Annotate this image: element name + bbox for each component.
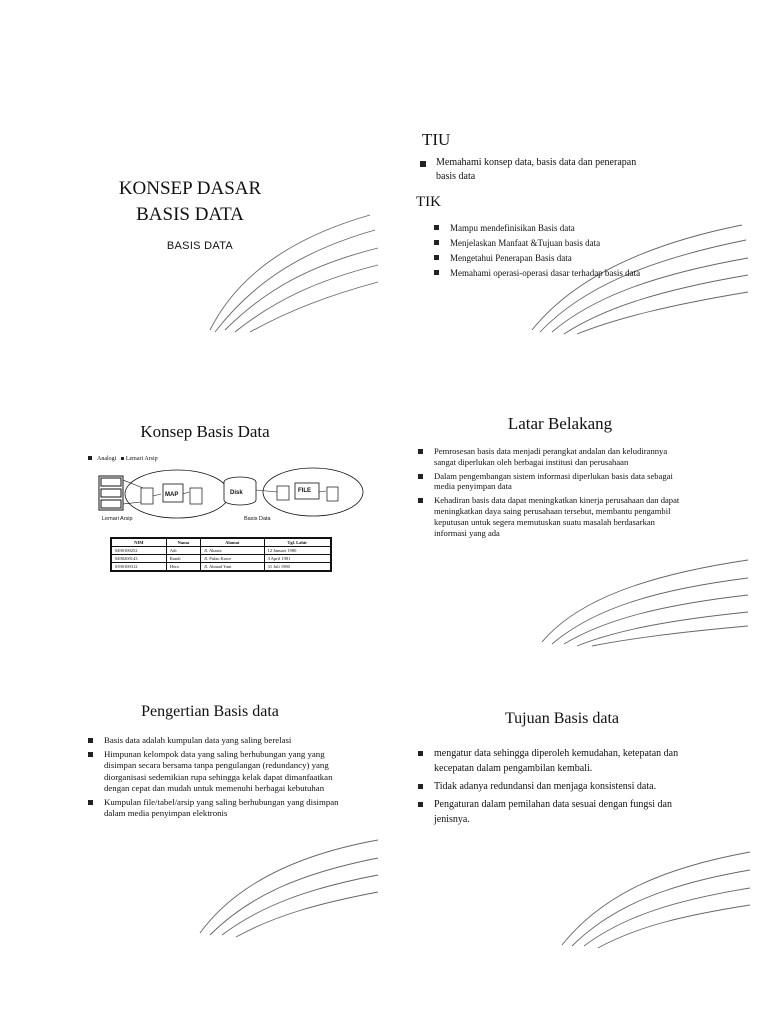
bullet-square-icon — [88, 752, 93, 757]
tiu-heading: TIU — [422, 130, 451, 149]
list-item: Memahami konsep data, basis data dan penerapan basis data — [420, 156, 650, 184]
bullet-square-icon — [434, 270, 439, 275]
list-item: Pengaturan dalam pemilahan data sesuai dengan fungsi dan jenisnya. — [418, 797, 680, 827]
tujuan-list — [418, 746, 680, 830]
disk-label: Disk — [230, 490, 243, 496]
column-header: Alamat — [200, 538, 264, 547]
slide-konsep — [40, 410, 380, 630]
table-row: 0390100312 Hera Jl. Ahmad Yani 31 Juli 1980 — [111, 563, 331, 572]
bullet-square-icon — [88, 456, 92, 460]
document-icon — [190, 488, 202, 504]
bullet-square-icon — [88, 800, 93, 805]
document-icon — [141, 488, 153, 504]
list-item: Pemrosesan basis data menjadi perangkat andalan dan keludirannya sangat diperlukan oleh berbagai institusi dan perusahaan — [418, 446, 680, 468]
bullet-square-icon — [418, 802, 423, 807]
list-item: mengatur data sehingga diperoleh kemudahan, ketepatan dan kecepatan dalam pengambilan kembali. — [418, 746, 680, 776]
table-row: 0490200143 Randi Jl. Pulau Kawe 3 April 1981 — [111, 555, 331, 563]
map-label: MAP — [165, 492, 179, 498]
slide-title — [40, 100, 380, 320]
bullet-square-icon — [434, 240, 439, 245]
document-icon — [327, 487, 338, 501]
pengertian-list — [88, 735, 350, 822]
slide-objectives — [412, 120, 752, 340]
file-label: FILE — [298, 488, 311, 494]
lemari-caption: Lemari Arsip — [102, 516, 133, 522]
bullet-square-icon — [88, 738, 93, 743]
slide-tujuan — [412, 700, 752, 920]
column-header: NIM — [111, 538, 166, 547]
slide-latar-belakang — [412, 410, 752, 630]
list-item: Memahami operasi-operasi dasar terhadap basis data — [434, 267, 662, 279]
bullet-square-icon — [418, 498, 423, 503]
slide-heading: Konsep Basis Data — [140, 422, 270, 441]
slide-heading: Tujuan Basis data — [504, 710, 620, 727]
nim-table — [110, 537, 332, 572]
list-item: Menjelaskan Manfaat &Tujuan basis data — [434, 237, 662, 249]
latar-list — [418, 446, 680, 541]
column-header: Nama — [166, 538, 200, 547]
table-row: 0490100252 Adi Jl. Akasia 12 Januari 1980 — [111, 547, 331, 555]
column-header: Tgl. Lahir — [264, 538, 331, 547]
bullet-square-icon — [418, 784, 423, 789]
tik-list — [434, 222, 662, 282]
document-icon — [277, 486, 289, 500]
bullet-square-icon — [418, 449, 423, 454]
bullet-square-icon — [418, 751, 423, 756]
list-item: Kehadiran basis data dapat meningkatkan kinerja perusahaan dan dapat meningkatkan daya saing perusahaan tersebut, membantu pengambil keputusan untuk segera memutuskan suatu masalah berdasarkan informasi yang ada — [418, 495, 680, 538]
bullet-square-icon — [418, 474, 423, 479]
list-item: Mampu mendefinisikan Basis data — [434, 222, 662, 234]
bullet-square-icon — [434, 225, 439, 230]
list-item: Dalam pengembangan sistem informasi diperlukan basis data sebagai media penyimpan data — [418, 471, 680, 493]
slide-heading: Pengertian Basis data — [141, 703, 279, 720]
slide-pengertian — [40, 695, 380, 915]
tik-heading: TIK — [416, 194, 441, 210]
list-item: Tidak adanya redundansi dan menjaga konsistensi data. — [418, 779, 680, 794]
list-item: Kumpulan file/tabel/arsip yang saling berhubungan yang disimpan dalam media penyimpan elektronis — [88, 797, 350, 819]
list-item: Basis data adalah kumpulan data yang saling berelasi — [88, 735, 350, 746]
slide-subtitle: BASIS DATA — [166, 240, 234, 252]
table-header-row — [111, 538, 331, 547]
basis-caption: Basis Data — [244, 516, 271, 522]
tiu-list — [420, 156, 650, 187]
list-item: Himpunan kelompok data yang saling berhubungan yang yang disimpan secara bersama tanpa pengulangan (redundancy) yang diorganisasi sedemikian rupa sehingga kelak dapat dimanfaatkan dengan cepat dan mudah untuk memenuhi berbagai kebutuhan — [88, 749, 350, 794]
list-item: Mengetahui Penerapan Basis data — [434, 252, 662, 264]
analogi-bullet: Analogi Lemari Arsip — [88, 456, 158, 462]
slide-heading: Latar Belakang — [507, 414, 613, 433]
bullet-square-icon — [420, 161, 426, 167]
slide-title-heading: KONSEP DASAR BASIS DATA — [118, 178, 262, 225]
bullet-square-icon — [434, 255, 439, 260]
bullet-square-icon — [121, 457, 124, 460]
